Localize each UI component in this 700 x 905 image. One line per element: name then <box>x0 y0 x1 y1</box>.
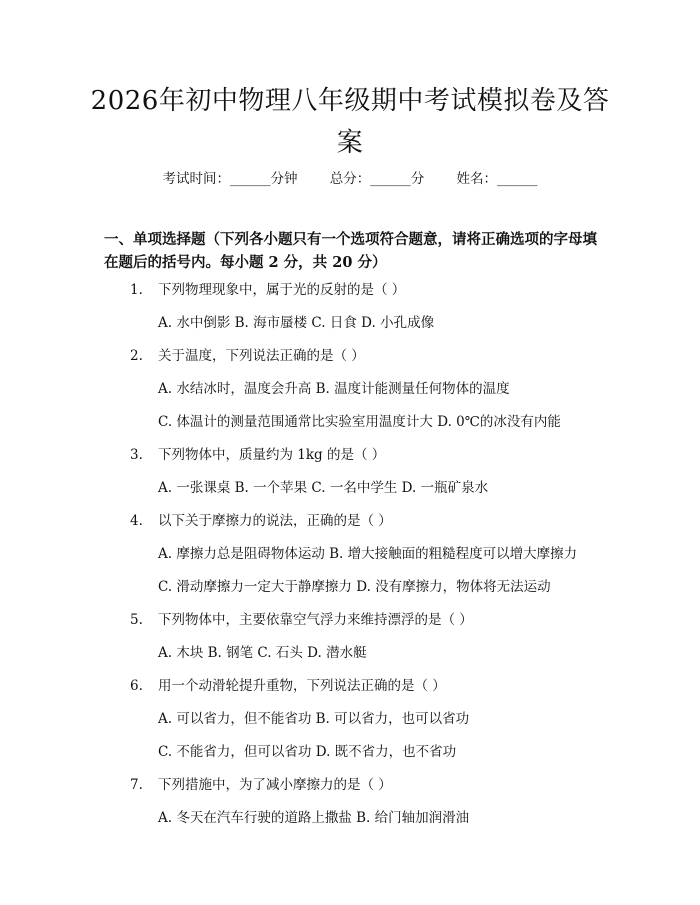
question-5 <box>130 610 473 630</box>
section-heading: 一、单项选择题（下列各小题只有一个选项符合题意，请将正确选项的字母填在题后的括号内。每小题 2 分，共 20 分） <box>104 231 597 271</box>
exam-time-field: 考试时间：______分钟 <box>162 171 298 187</box>
question-number: 5. <box>130 612 143 628</box>
question-text: 用一个动滑轮提升重物，下列说法正确的是（ ） <box>158 678 446 694</box>
question-1 <box>130 280 405 300</box>
question-4-options-line-1: A. 摩擦力总是阻碍物体运动 B. 增大接触面的粗糙程度可以增大摩擦力 <box>158 546 578 562</box>
question-text: 下列物体中，质量约为 1kg 的是（ ） <box>158 447 386 463</box>
question-5-options: A. 木块 B. 钢笔 C. 石头 D. 潜水艇 <box>158 645 367 661</box>
question-2 <box>130 346 365 366</box>
question-number: 6. <box>130 678 143 694</box>
question-number: 1. <box>130 282 143 298</box>
question-2-options-line-2: C. 体温计的测量范围通常比实验室用温度计大 D. 0℃的冰没有内能 <box>158 414 561 430</box>
question-4 <box>130 511 392 531</box>
question-text: 下列物理现象中，属于光的反射的是（ ） <box>158 282 406 298</box>
question-6-options-line-2: C. 不能省力，但可以省功 D. 既不省力，也不省功 <box>158 744 457 760</box>
question-number: 4. <box>130 513 143 529</box>
question-7-options: A. 冬天在汽车行驶的道路上撒盐 B. 给门轴加润滑油 <box>158 810 470 826</box>
question-6-options-line-1: A. 可以省力，但不能省功 B. 可以省力，也可以省功 <box>158 711 470 727</box>
question-3 <box>130 445 385 465</box>
exam-meta <box>0 167 700 187</box>
question-6 <box>130 676 446 696</box>
question-number: 2. <box>130 348 143 364</box>
question-text: 关于温度，下列说法正确的是（ ） <box>158 348 365 364</box>
question-1-options: A. 水中倒影 B. 海市蜃楼 C. 日食 D. 小孔成像 <box>158 315 435 331</box>
student-name-field: 姓名：______ <box>456 171 538 187</box>
question-7 <box>130 775 392 795</box>
question-3-options: A. 一张课桌 B. 一个苹果 C. 一名中学生 D. 一瓶矿泉水 <box>158 480 489 496</box>
page-title: 2026年初中物理八年级期中考试模拟卷及答案 <box>90 86 610 158</box>
total-score-field: 总分：______分 <box>329 171 425 187</box>
question-text: 下列措施中，为了减小摩擦力的是（ ） <box>158 777 392 793</box>
question-number: 3. <box>130 447 143 463</box>
question-text: 以下关于摩擦力的说法，正确的是（ ） <box>158 513 392 529</box>
question-2-options-line-1: A. 水结冰时，温度会升高 B. 温度计能测量任何物体的温度 <box>158 381 510 397</box>
question-text: 下列物体中，主要依靠空气浮力来维持漂浮的是（ ） <box>158 612 473 628</box>
question-number: 7. <box>130 777 143 793</box>
question-4-options-line-2: C. 滑动摩擦力一定大于静摩擦力 D. 没有摩擦力，物体将无法运动 <box>158 579 551 595</box>
